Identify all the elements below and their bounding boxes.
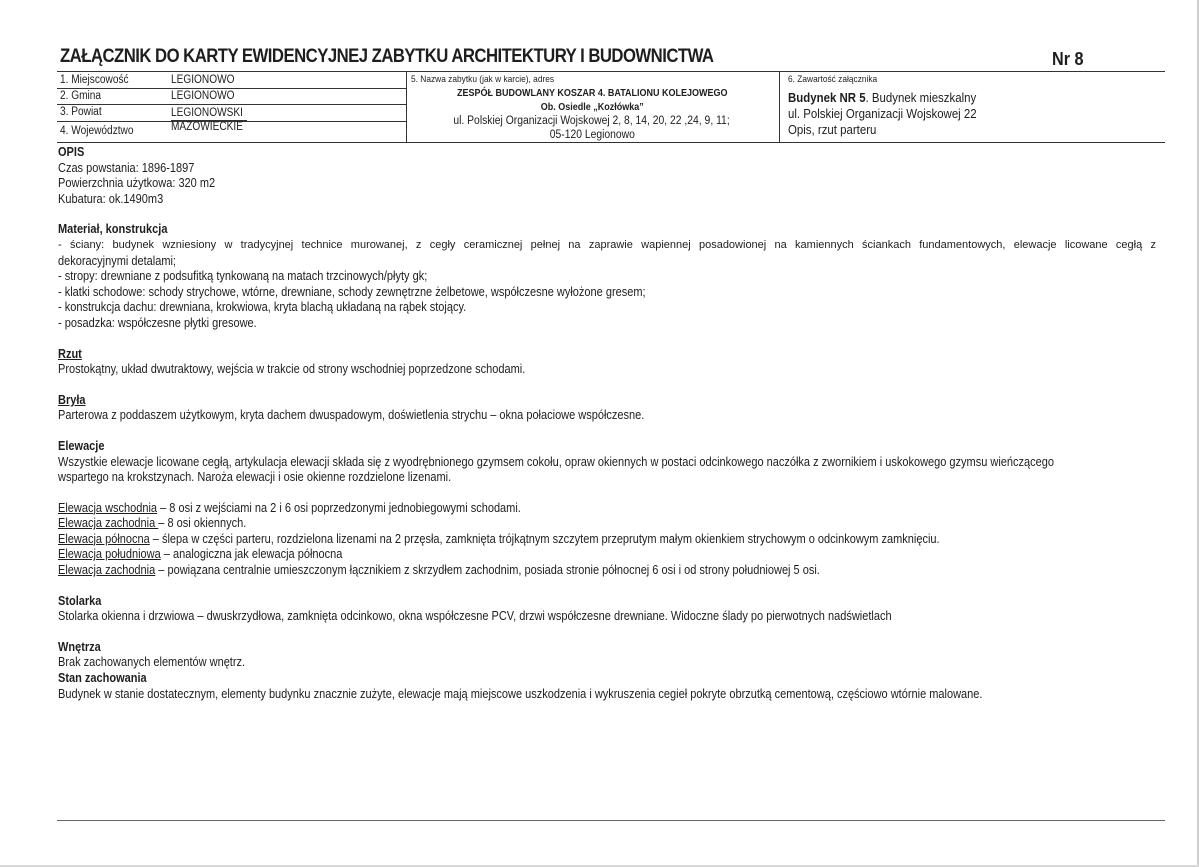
bryla-heading: Bryła <box>58 392 86 407</box>
monument-estate: Ob. Osiedle „Kozłówka” <box>540 102 644 113</box>
wnetrza-heading: Wnętrza <box>58 639 101 654</box>
elewacja-polnocna <box>58 532 940 548</box>
row-label-gmina: 2. Gmina <box>60 90 102 102</box>
elewacja-poludniowa <box>58 547 342 563</box>
stolarka-heading: Stolarka <box>58 593 102 608</box>
monument-address1-wrap <box>408 115 776 127</box>
opis-heading: OPIS <box>58 145 85 159</box>
row-value-miejscowosc: LEGIONOWO <box>171 74 235 86</box>
header-divider-left <box>406 71 407 142</box>
bryla-text: Parterowa z poddaszem użytkowym, kryta dachem dwuspadowym, doświetlenia strychu – okna połaciowe współczesne. <box>58 408 645 423</box>
elewacja-name: Elewacja zachodnia <box>58 516 159 531</box>
monument-estate-wrap <box>408 102 776 113</box>
elewacja-name: Elewacja wschodnia <box>58 500 158 515</box>
elewacje-text-line2: wspartego na krokstzynach. Naroża elewacji i osie okienne rozdzielone lizenami. <box>58 470 452 485</box>
material-line1b: dekoracyjnymi detalami; <box>58 253 177 268</box>
row-label-miejscowosc: 1. Miejscowość <box>60 74 129 86</box>
header-bottom-rule <box>57 142 1165 143</box>
stan-text: Budynek w stanie dostatecznym, elementy budynku znacznie zużyte, elewacje mają miejscowe uszkodzenia i wykruszenia cegieł pokryte obrzutką cementową, częściowo wtórnie malowane. <box>58 686 983 701</box>
attachment-building-type: . Budynek mieszkalny <box>865 90 977 105</box>
czas-powstania: Czas powstania: 1896-1897 <box>58 160 195 175</box>
description-body <box>58 145 1168 702</box>
monument-label: 5. Nazwa zabytku (jak w karcie), adres <box>411 74 555 85</box>
rzut-heading: Rzut <box>58 346 82 361</box>
elewacja-desc: – 8 osi okiennych. <box>158 516 247 531</box>
footer-rule <box>57 820 1165 821</box>
header-top-rule <box>57 71 1165 72</box>
stolarka-text: Stolarka okienna i drzwiowa – dwuskrzydłowa, zamknięta odcinkowo, okna współczesne PCV, drzwi współczesne drewniane. Widoczne ślady po pierwotnych nadświetlach <box>58 609 892 624</box>
wnetrza-text: Brak zachowanych elementów wnętrz. <box>58 655 246 670</box>
elewacja-name: Elewacja południowa <box>58 547 161 562</box>
material-line1: - ściany: budynek wzniesiony w tradycyjnej technice murowanej, z cegły ceramicznej pełnej na zaprawie wapiennej posadowionej na kamiennych ściankach fundamentowych, elewacje licowane cegłą z <box>58 238 1156 251</box>
material-line2: - stropy: drewniane z podsufitką tynkowaną na matach trzcinowych/płyty gk; <box>58 269 428 284</box>
header-divider-right <box>779 71 780 142</box>
elewacja-desc: – 8 osi z wejściami na 2 i 6 osi poprzedzonymi jednobiegowymi schodami. <box>157 500 521 515</box>
powierzchnia: Powierzchnia użytkowa: 320 m2 <box>58 176 216 191</box>
elewacja-desc: – analogiczna jak elewacja północna <box>160 547 343 562</box>
elewacja-desc: – powiązana centralnie umieszczonym łącznikiem z skrzydłem zachodnim, posiada stronie północnej 6 osi i od strony południowej 5 osi. <box>155 563 820 578</box>
row-value-wojewodztwo: MAZOWIECKIE <box>171 121 243 133</box>
elewacja-zachodnia-2 <box>58 563 820 579</box>
page-title: ZAŁĄCZNIK DO KARTY EWIDENCYJNEJ ZABYTKU ARCHITEKTURY I BUDOWNICTWA <box>60 46 714 67</box>
elewacja-zachodnia-1 <box>58 516 246 532</box>
row-value-powiat: LEGIONOWSKI <box>171 107 243 119</box>
material-heading: Materiał, konstrukcja <box>58 222 168 237</box>
elewacje-text-line1: Wszystkie elewacje licowane cegłą, artykulacja elewacji składa się z wyodrębnionego gzymsem cokołu, opraw okiennych w postaci odcinkowego naczółka z zwornikiem i uskokowego gzymsu wieńczącego <box>58 454 1054 469</box>
kubatura: Kubatura: ok.1490m3 <box>58 191 164 206</box>
row-label-powiat: 3. Powiat <box>60 106 102 118</box>
row-value-gmina: LEGIONOWO <box>171 90 235 102</box>
monument-address2-wrap <box>408 129 776 141</box>
attachment-number: Nr 8 <box>1052 49 1084 69</box>
attachment-building <box>788 90 976 105</box>
monument-name: ZESPÓŁ BUDOWLANY KOSZAR 4. BATALIONU KOLEJOWEGO <box>456 88 728 99</box>
row-label-wojewodztwo: 4. Województwo <box>60 125 134 137</box>
attachment-contents: Opis, rzut parteru <box>788 122 877 137</box>
material-line4: - konstrukcja dachu: drewniana, krokwiowa, kryta blachą układaną na rąbek stojący. <box>58 300 467 315</box>
monument-address-line2: 05-120 Legionowo <box>549 129 635 141</box>
row-rule-1 <box>57 88 406 89</box>
attachment-building-number: Budynek NR 5 <box>788 90 866 105</box>
monument-address-line1: ul. Polskiej Organizacji Wojskowej 2, 8, 14, 20, 22 ,24, 9, 11; <box>453 115 731 127</box>
monument-name-wrap <box>408 88 776 99</box>
elewacja-name: Elewacja północna <box>58 531 150 546</box>
attachment-street: ul. Polskiej Organizacji Wojskowej 22 <box>788 106 977 121</box>
rzut-text: Prostokątny, układ dwutraktowy, wejścia w trakcie od strony wschodniej poprzedzone schodami. <box>58 362 526 377</box>
elewacja-desc: – ślepa w części parteru, rozdzielona lizenami na 2 przęsła, zamknięta trójkątnym szczytem przeprutym małym okienkiem strychowym o odcinkowym zamknięciu. <box>149 531 940 546</box>
stan-heading: Stan zachowania <box>58 671 147 686</box>
attachment-label: 6. Zawartość załącznika <box>788 74 878 85</box>
elewacja-wschodnia <box>58 501 521 517</box>
row-rule-2 <box>57 104 406 105</box>
material-line3: - klatki schodowe: schody strychowe, wtórne, drewniane, schody zewnętrzne żelbetowe, współczesne wyłożone gresem; <box>58 284 646 299</box>
elewacje-heading: Elewacje <box>58 438 105 453</box>
elewacja-name: Elewacja zachodnia <box>58 563 156 578</box>
material-line5: - posadzka: współczesne płytki gresowe. <box>58 315 257 330</box>
